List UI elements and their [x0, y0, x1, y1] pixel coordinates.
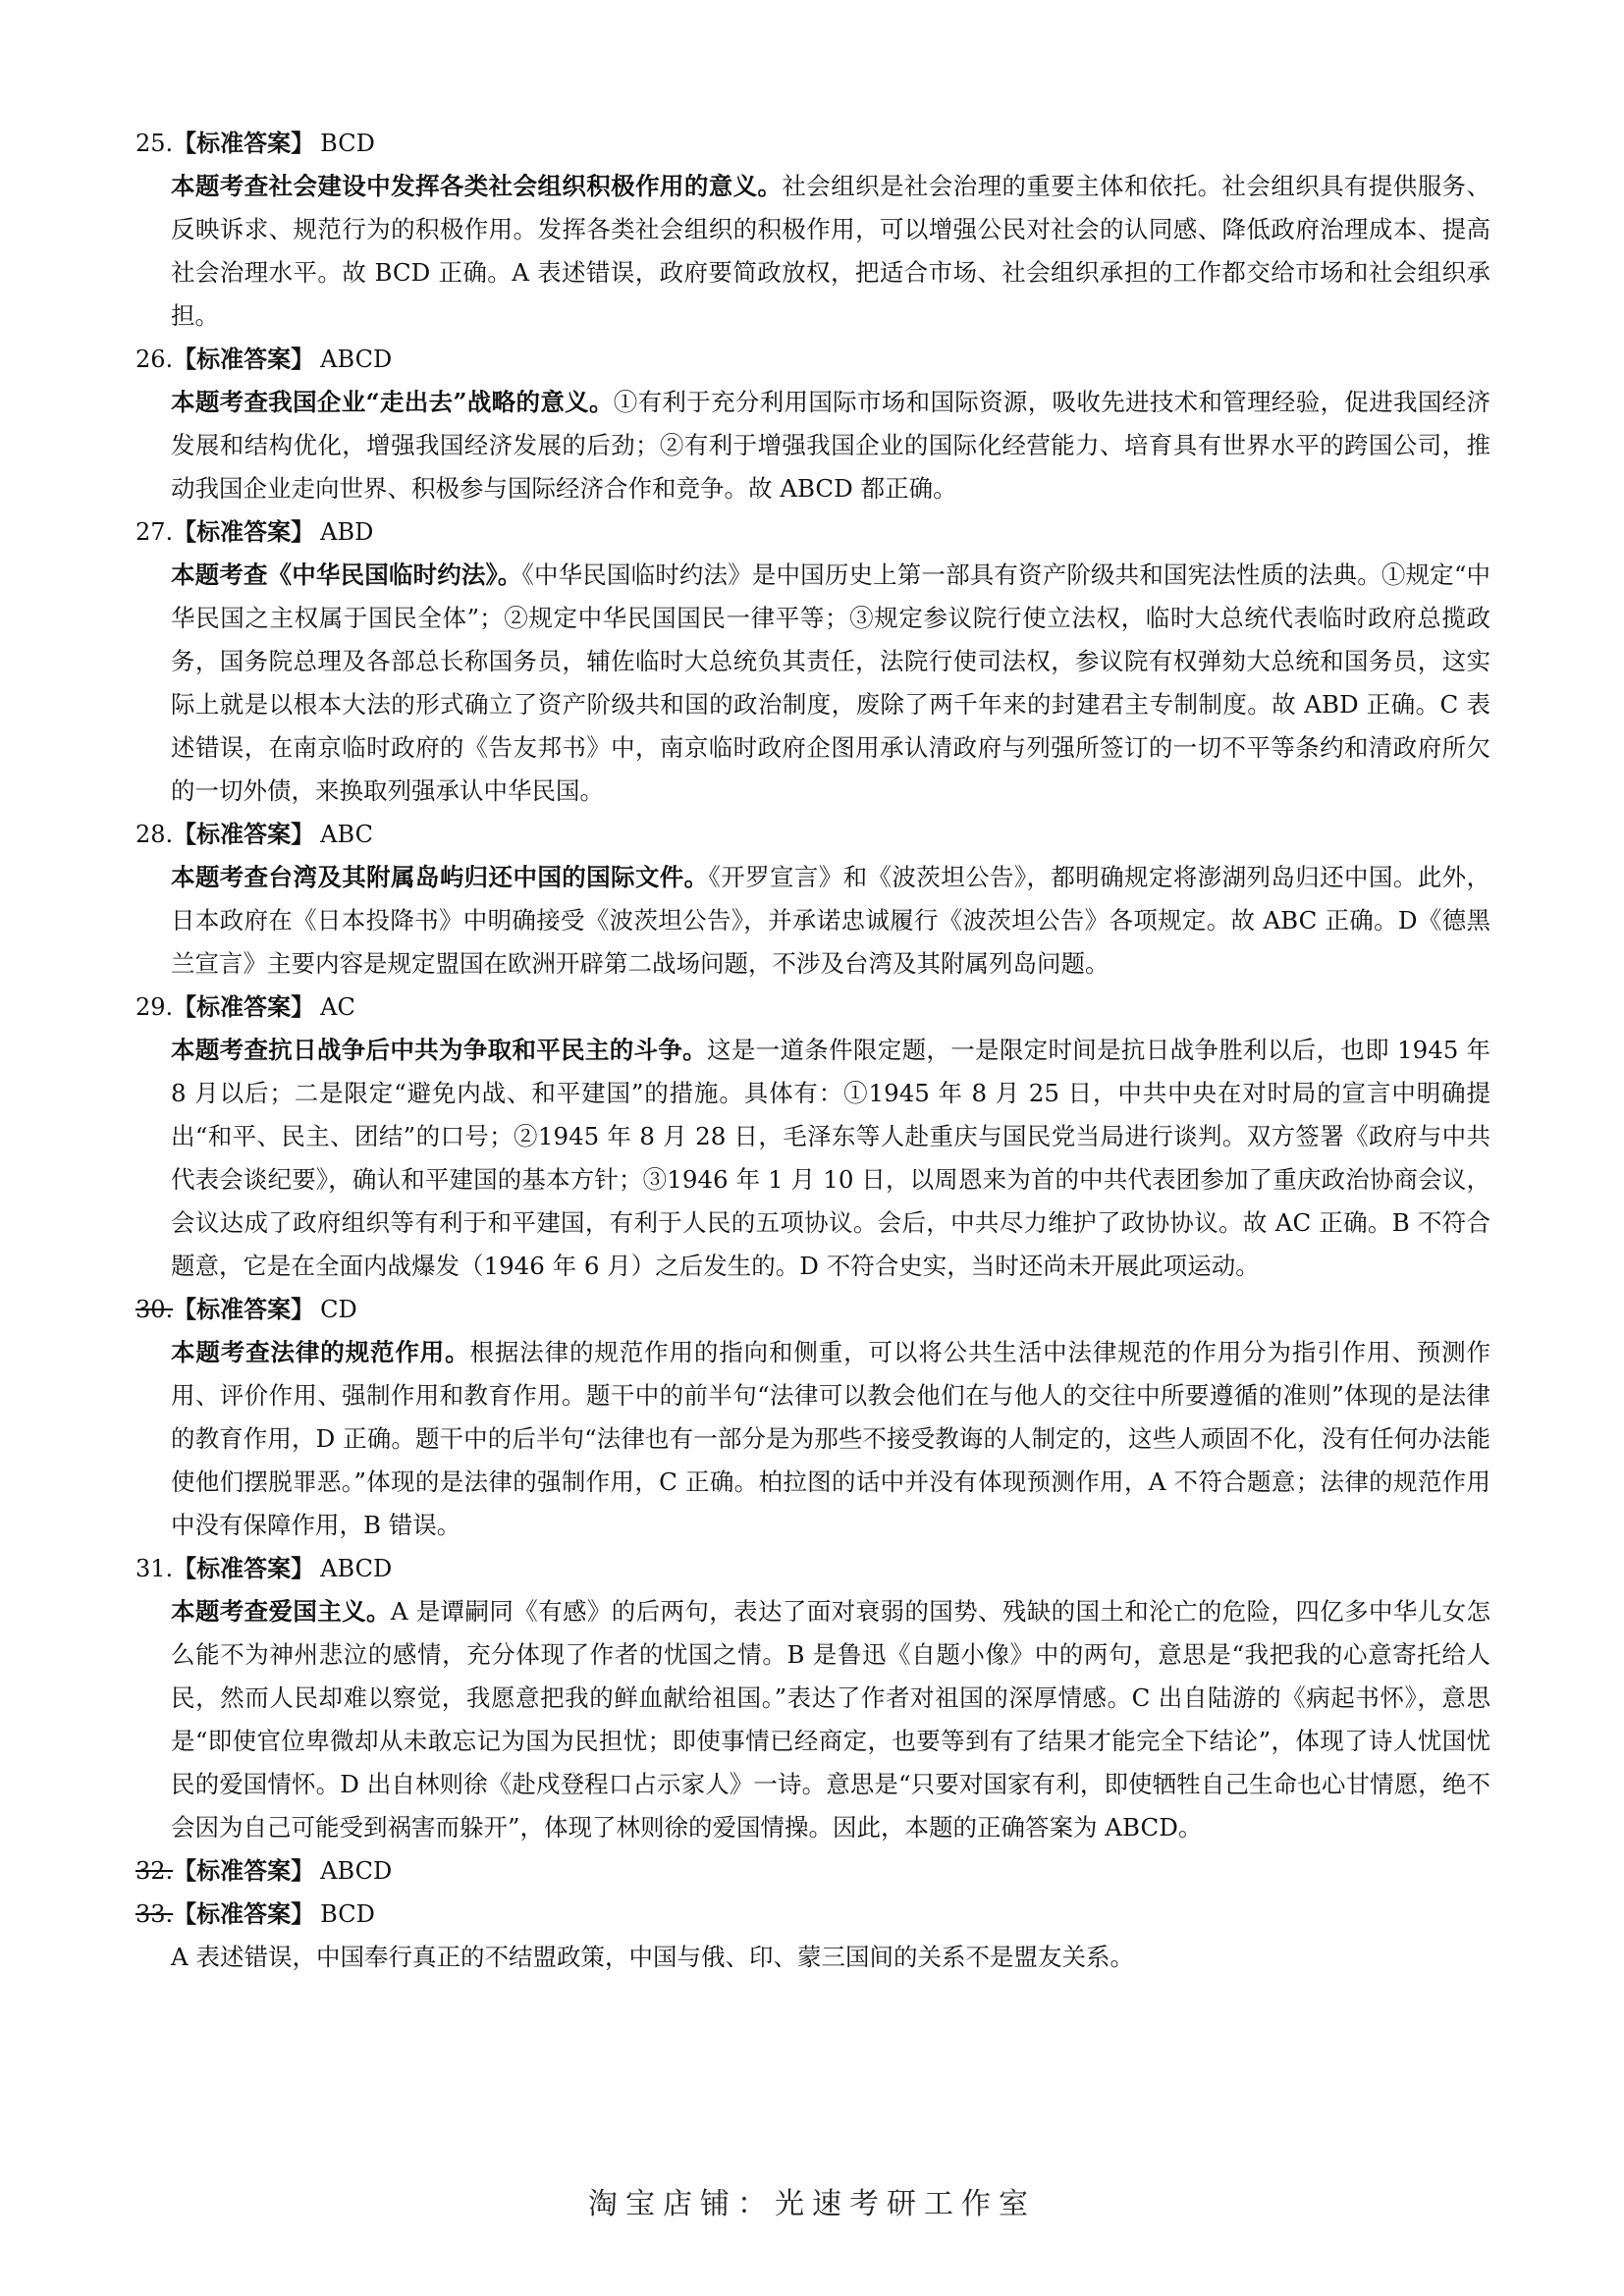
question-number: 26.	[135, 346, 174, 373]
question-30	[135, 1288, 1490, 1547]
question-number: 29.	[135, 993, 174, 1021]
question-26	[135, 338, 1490, 510]
explanation-topic: 本题考查我国企业“走出去”战略的意义。	[171, 388, 614, 416]
explanation-topic: 本题考查社会建设中发挥各类社会组织积极作用的意义。	[171, 172, 783, 200]
explanation-text: 《中华民国临时约法》是中国历史上第一部具有资产阶级共和国宪法性质的法典。①规定“中华民国之主权属于国民全体”；②规定中华民国国民一律平等；③规定参议院行使立法权，临时大总统代表临时政府总揽政务，国务院总理及各部总长称国务员，辅佐临时大总统负其责任，法院行使司法权，参议院有权弹劾大总统和国务员，这实际上就是以根本大法的形式确立了资产阶级共和国的政治制度，废除了两千年来的封建君主专制制度。故 ABD 正确。C 表述错误，在南京临时政府的《告友邦书》中，南京临时政府企图用承认清政府与列强所签订的一切不平等条约和清政府所欠的一切外债，来换取列强承认中华民国。	[171, 561, 1490, 805]
explanation-text: 《开罗宣言》和《波茨坦公告》，都明确规定将澎湖列岛归还中国。此外，日本政府在《日本投降书》中明确接受《波茨坦公告》，并承诺忠诚履行《波茨坦公告》各项规定。故 ABC 正确。D《德黑兰宣言》主要内容是规定盟国在欧洲开辟第二战场问题，不涉及台湾及其附属列岛问题。	[171, 863, 1491, 978]
question-header	[135, 1849, 1490, 1893]
question-25	[135, 122, 1490, 338]
answer-label: 【标准答案】	[173, 1295, 315, 1323]
answer-value: BCD	[320, 1900, 375, 1928]
explanation-topic: 本题考查台湾及其附属岛屿归还中国的国际文件。	[171, 863, 709, 891]
explanation	[171, 1936, 1490, 1979]
answer-label: 【标准答案】	[173, 992, 315, 1021]
question-header	[135, 813, 1490, 856]
answer-sheet	[135, 122, 1490, 1979]
question-header	[135, 1547, 1490, 1590]
question-header	[135, 986, 1490, 1029]
question-28	[135, 813, 1490, 986]
explanation	[171, 1029, 1490, 1288]
explanation	[171, 165, 1490, 338]
question-number: 27.	[135, 518, 174, 546]
explanation	[171, 856, 1490, 986]
explanation-text: 根据法律的规范作用的指向和侧重，可以将公共生活中法律规范的作用分为指引作用、预测作用、评价作用、强制作用和教育作用。题干中的前半句“法律可以教会他们在与他人的交往中所要遵循的准则”体现的是法律的教育作用，D 正确。题干中的后半句“法律也有一部分是为那些不接受教诲的人制定的，这些人顽固不化，没有任何办法能使他们摆脱罪恶。”体现的是法律的强制作用，C 正确。柏拉图的话中并没有体现预测作用，A 不符合题意；法律的规范作用中没有保障作用，B 错误。	[171, 1338, 1490, 1539]
answer-value: ABD	[320, 518, 374, 546]
answer-label: 【标准答案】	[173, 517, 315, 546]
explanation	[171, 1331, 1490, 1547]
explanation	[171, 381, 1490, 510]
explanation-text: A 是谭嗣同《有感》的后两句，表达了面对衰弱的国势、残缺的国土和沦亡的危险，四亿多中华儿女怎么能不为神州悲泣的感情，充分体现了作者的忧国之情。B 是鲁迅《自题小像》中的两句，意思是“我把我的心意寄托给人民，然而人民却难以察觉，我愿意把我的鲜血献给祖国。”表达了作者对祖国的深厚情感。C 出自陆游的《病起书怀》，意思是“即使官位卑微却从未敢忘记为国为民担忧；即使事情已经商定，也要等到有了结果才能完全下结论”，体现了诗人忧国忧民的爱国情怀。D 出自林则徐《赴戍登程口占示家人》一诗。意思是“只要对国家有利，即使牺牲自己生命也心甘情愿，绝不会因为自己可能受到祸害而躲开”，体现了林则徐的爱国情操。因此，本题的正确答案为 ABCD。	[171, 1597, 1490, 1842]
explanation-text: 社会组织是社会治理的重要主体和依托。社会组织具有提供服务、反映诉求、规范行为的积极作用。发挥各类社会组织的积极作用，可以增强公民对社会的认同感、降低政府治理成本、提高社会治理水平。故 BCD 正确。A 表述错误，政府要简政放权，把适合市场、社会组织承担的工作都交给市场和社会组织承担。	[171, 172, 1490, 330]
answer-value: ABCD	[320, 346, 393, 373]
answer-value: ABCD	[320, 1555, 393, 1582]
answer-value: CD	[320, 1296, 357, 1323]
answer-value: AC	[320, 993, 355, 1021]
question-number: 28.	[135, 821, 174, 848]
question-number: 32.	[135, 1857, 174, 1885]
answer-value: BCD	[320, 130, 375, 157]
question-header	[135, 338, 1490, 381]
question-29	[135, 986, 1490, 1288]
answer-label: 【标准答案】	[173, 345, 315, 373]
explanation-topic: 本题考查法律的规范作用。	[171, 1338, 470, 1366]
question-header	[135, 510, 1490, 554]
answer-value: ABCD	[320, 1857, 393, 1885]
question-number: 25.	[135, 130, 174, 157]
answer-value: ABC	[320, 821, 373, 848]
question-33	[135, 1893, 1490, 1979]
question-header	[135, 1893, 1490, 1936]
answer-label: 【标准答案】	[173, 1899, 315, 1928]
question-number: 30.	[135, 1296, 174, 1323]
shop-footer: 淘宝店铺：光速考研工作室	[588, 2187, 1036, 2221]
question-header	[135, 1288, 1490, 1331]
explanation-topic: 本题考查抗日战争后中共为争取和平民主的斗争。	[171, 1036, 708, 1064]
question-31	[135, 1547, 1490, 1849]
answer-label: 【标准答案】	[173, 129, 315, 157]
question-header	[135, 122, 1490, 165]
explanation-topic: 本题考查《中华民国临时约法》。	[171, 561, 522, 589]
explanation-text: 这是一道条件限定题，一是限定时间是抗日战争胜利以后，也即 1945 年 8 月以后；二是限定“避免内战、和平建国”的措施。具体有：①1945 年 8 月 25 日，中共中央在对时局的宣言中明确提出“和平、民主、团结”的口号；②1945 年 8 月 28 日，毛泽东等人赴重庆与国民党当局进行谈判。双方签署《政府与中共代表会谈纪要》，确认和平建国的基本方针；③1946 年 1 月 10 日，以周恩来为首的中共代表团参加了重庆政治协商会议，会议达成了政府组织等有利于和平建国，有利于人民的五项协议。会后，中共尽力维护了政协协议。故 AC 正确。B 不符合题意，它是在全面内战爆发（1946 年 6 月）之后发生的。D 不符合史实，当时还尚未开展此项运动。	[171, 1036, 1490, 1280]
explanation-text: A 表述错误，中国奉行真正的不结盟政策，中国与俄、印、蒙三国间的关系不是盟友关系。	[171, 1943, 1134, 1971]
explanation	[171, 1590, 1490, 1849]
question-number: 31.	[135, 1555, 174, 1582]
answer-label: 【标准答案】	[173, 1856, 315, 1885]
explanation-topic: 本题考查爱国主义。	[171, 1597, 391, 1626]
question-27	[135, 510, 1490, 813]
question-number: 33.	[135, 1900, 174, 1928]
question-32	[135, 1849, 1490, 1893]
explanation	[171, 554, 1490, 813]
answer-label: 【标准答案】	[173, 820, 315, 848]
answer-label: 【标准答案】	[173, 1554, 315, 1582]
explanation-text: ①有利于充分利用国际市场和国际资源，吸收先进技术和管理经验，促进我国经济发展和结构优化，增强我国经济发展的后劲；②有利于增强我国企业的国际化经营能力、培育具有世界水平的跨国公司，推动我国企业走向世界、积极参与国际经济合作和竞争。故 ABCD 都正确。	[171, 388, 1490, 503]
